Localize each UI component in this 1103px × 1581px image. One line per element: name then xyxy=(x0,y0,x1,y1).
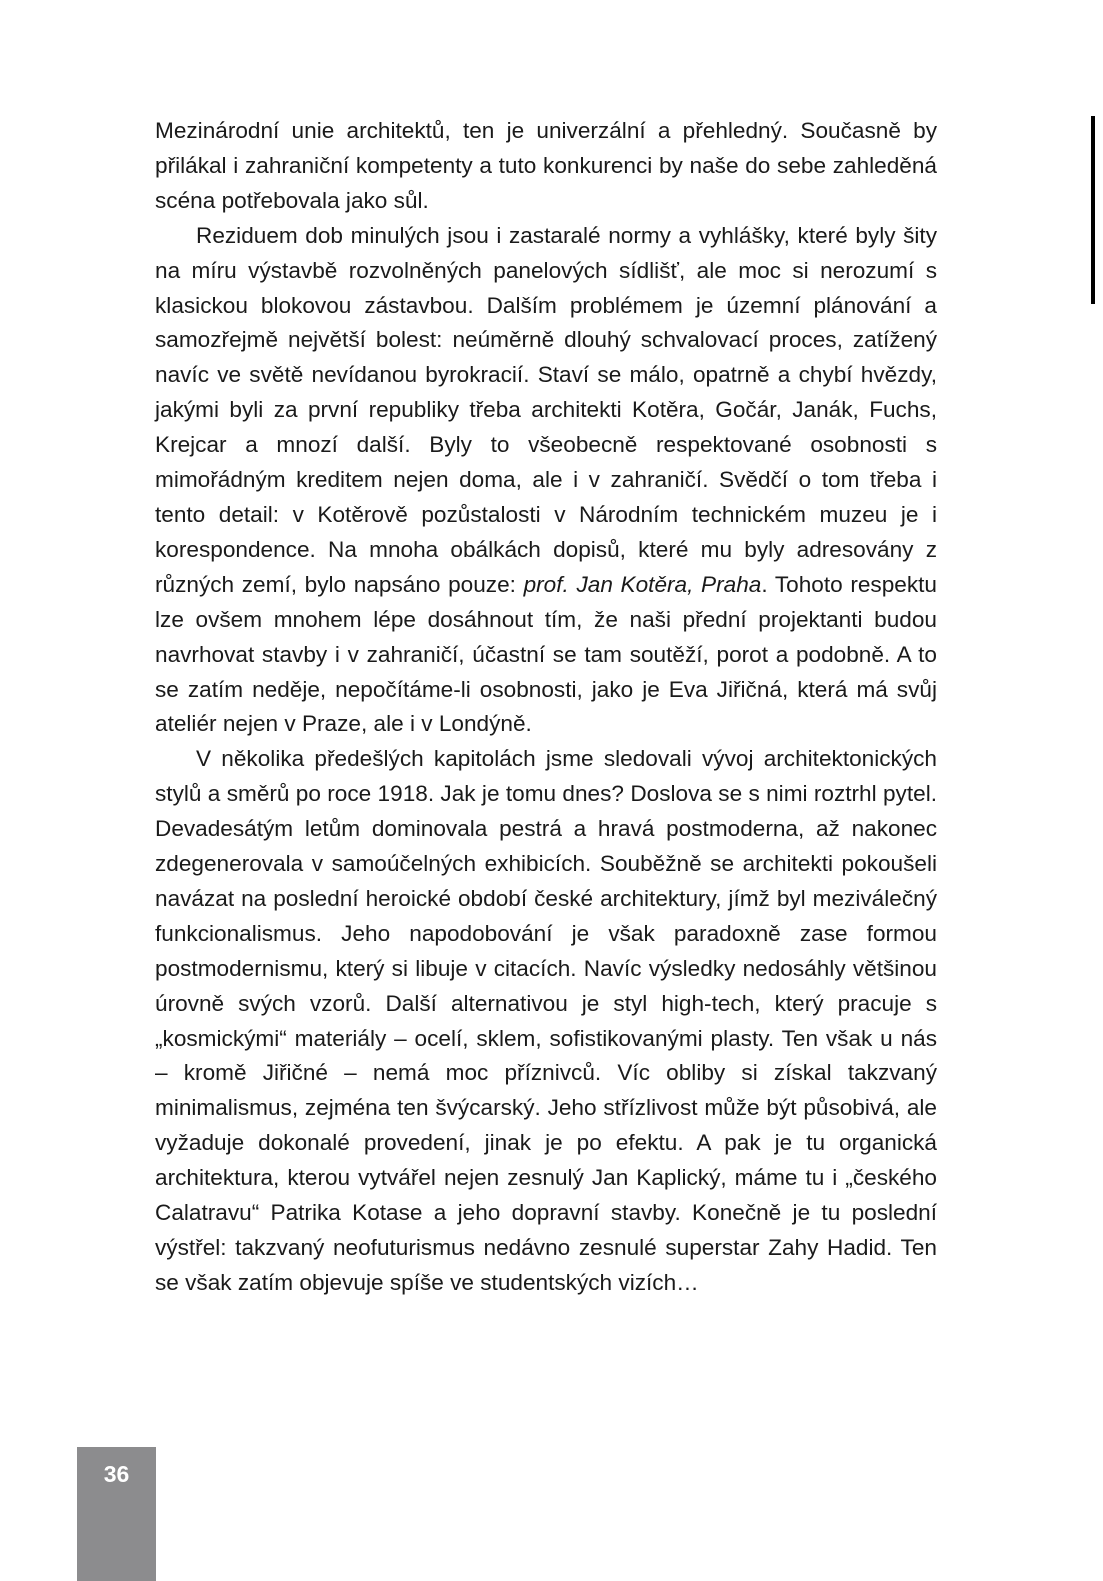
page-edge-mark xyxy=(1091,116,1095,304)
page-number: 36 xyxy=(103,1461,130,1487)
paragraph-2-text-after: . Tohoto respektu lze ovšem mnohem lépe dosáhnout tím, že naši přední projektanti budou navrhovat stavby i v zahraničí, účastní se tam soutěží, porot a podobně. A to se zatím neděje, nepočítáme-li osobnosti, jako je Eva Jiřičná, která má svůj ateliér nejen v Praze, ale i v Londýně. xyxy=(155,571,937,737)
paragraph-1-text: Mezinárodní unie architektů, ten je univerzální a přehledný. Současně by přilákal i zahraniční kompetenty a tuto konkurenci by naše do sebe zahleděná scéna potřebovala jako sůl. xyxy=(155,118,937,213)
body-text xyxy=(155,114,937,1301)
paragraph-2-text-before: Reziduem dob minulých jsou i zastaralé normy a vyhlášky, které byly šity na míru výstavbě rozvolněných panelových sídlišť, ale moc si nerozumí s klasickou blokovou zástavbou. Dalším problémem je územní plánování a samozřejmě největší bolest: neúměrně dlouhý schvalovací proces, zatížený navíc ve světě nevídanou byrokracií. Staví se málo, opatrně a chybí hvězdy, jakými byli za první republiky třeba architekti Kotěra, Gočár, Janák, Fuchs, Krejcar a mnozí další. Byly to všeobecně respektované osobnosti s mimořádným kreditem nejen doma, ale i v zahraničí. Svědčí o tom třeba i tento detail: v Kotěrově pozůstalosti v Národním technickém muzeu je i korespondence. Na mnoha obálkách dopisů, které mu byly adresovány z různých zemí, bylo napsáno pouze: xyxy=(155,222,937,597)
page-number-tab xyxy=(77,1447,156,1581)
paragraph-2 xyxy=(155,219,937,743)
paragraph-1 xyxy=(155,114,937,219)
paragraph-3 xyxy=(155,742,937,1301)
paragraph-3-text: V několika předešlých kapitolách jsme sledovali vývoj architektonických stylů a směrů po roce 1918. Jak je tomu dnes? Doslova se s nimi roztrhl pytel. Devadesátým letům dominovala pestrá a hravá postmoderna, až nakonec zdegenerovala v samoúčelných exhibicích. Souběžně se architekti pokoušeli navázat na poslední heroické období české architektury, jímž byl meziválečný funkcionalismus. Jeho napodobování je však paradoxně zase formou postmodernismu, který si libuje v citacích. Navíc výsledky nedosáhly většinou úrovně svých vzorů. Další alternativou je styl high-tech, který pracuje s „kosmickými“ materiály – ocelí, sklem, sofistikovanými plasty. Ten však u nás – kromě Jiřičné – nemá moc příznivců. Víc obliby si získal takzvaný minimalismus, zejména ten švýcarský. Jeho střízlivost může být působivá, ale vyžaduje dokonalé provedení, jinak je po efektu. A pak je tu organická architektura, kterou vytvářel nejen zesnulý Jan Kaplický, máme tu i „českého Calatravu“ Patrika Kotase a jeho dopravní stavby. Konečně je tu poslední výstřel: takzvaný neofuturismus nedávno zesnulé superstar Zahy Hadid. Ten se však zatím objevuje spíše ve studentských vizích… xyxy=(155,746,937,1295)
paragraph-2-italic-address: prof. Jan Kotěra, Praha xyxy=(523,571,762,597)
